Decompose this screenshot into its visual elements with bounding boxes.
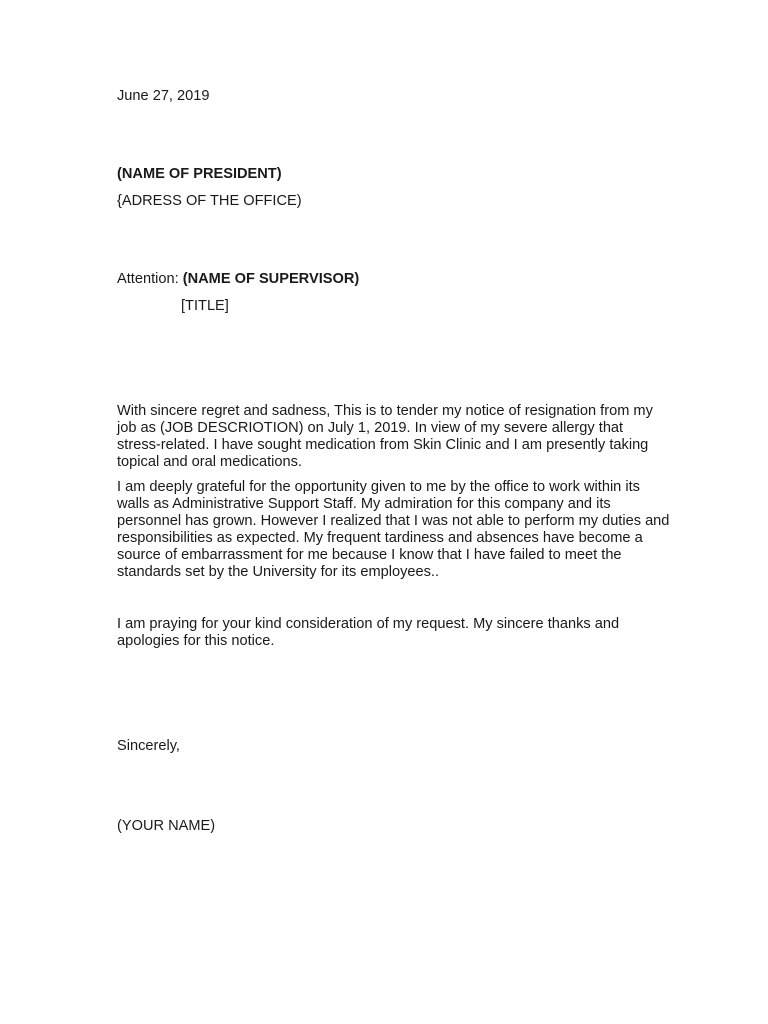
paragraph-line: job as (JOB DESCRIOTION) on July 1, 2019. In view of my severe allergy that [117,420,624,436]
attention-name: (NAME OF SUPERVISOR) [182,271,360,287]
paragraph-3 [117,616,677,650]
paragraph-line: I am praying for your kind consideration of my request. My sincere thanks and [117,616,620,632]
paragraph-line: source of embarrassment for me because I know that I have failed to meet the [117,547,622,563]
paragraph-2 [117,479,677,581]
paragraph-line: topical and oral medications. [117,454,302,470]
closing: Sincerely, [117,738,180,754]
paragraph-line: apologies for this notice. [117,633,275,649]
attention-line [117,271,359,288]
paragraph-line: I am deeply grateful for the opportunity given to me by the office to work within its [117,479,640,495]
recipient-name: (NAME OF PRESIDENT) [117,166,282,182]
paragraph-line: responsibilities as expected. My frequent tardiness and absences have become a [117,530,643,546]
paragraph-line: stress-related. I have sought medication from Skin Clinic and I am presently taking [117,437,649,453]
signature-name: (YOUR NAME) [117,818,216,834]
paragraph-1 [117,403,677,471]
recipient-address: {ADRESS OF THE OFFICE) [117,193,302,209]
attention-label: Attention: [117,271,179,287]
paragraph-line: personnel has grown. However I realized that I was not able to perform my duties and [117,513,670,529]
attention-title: [TITLE] [181,298,229,314]
paragraph-line: standards set by the University for its employees.. [117,564,440,580]
letter-date: June 27, 2019 [117,88,210,104]
paragraph-line: With sincere regret and sadness, This is to tender my notice of resignation from my [117,403,653,419]
paragraph-line: walls as Administrative Support Staff. My admiration for this company and its [117,496,611,512]
